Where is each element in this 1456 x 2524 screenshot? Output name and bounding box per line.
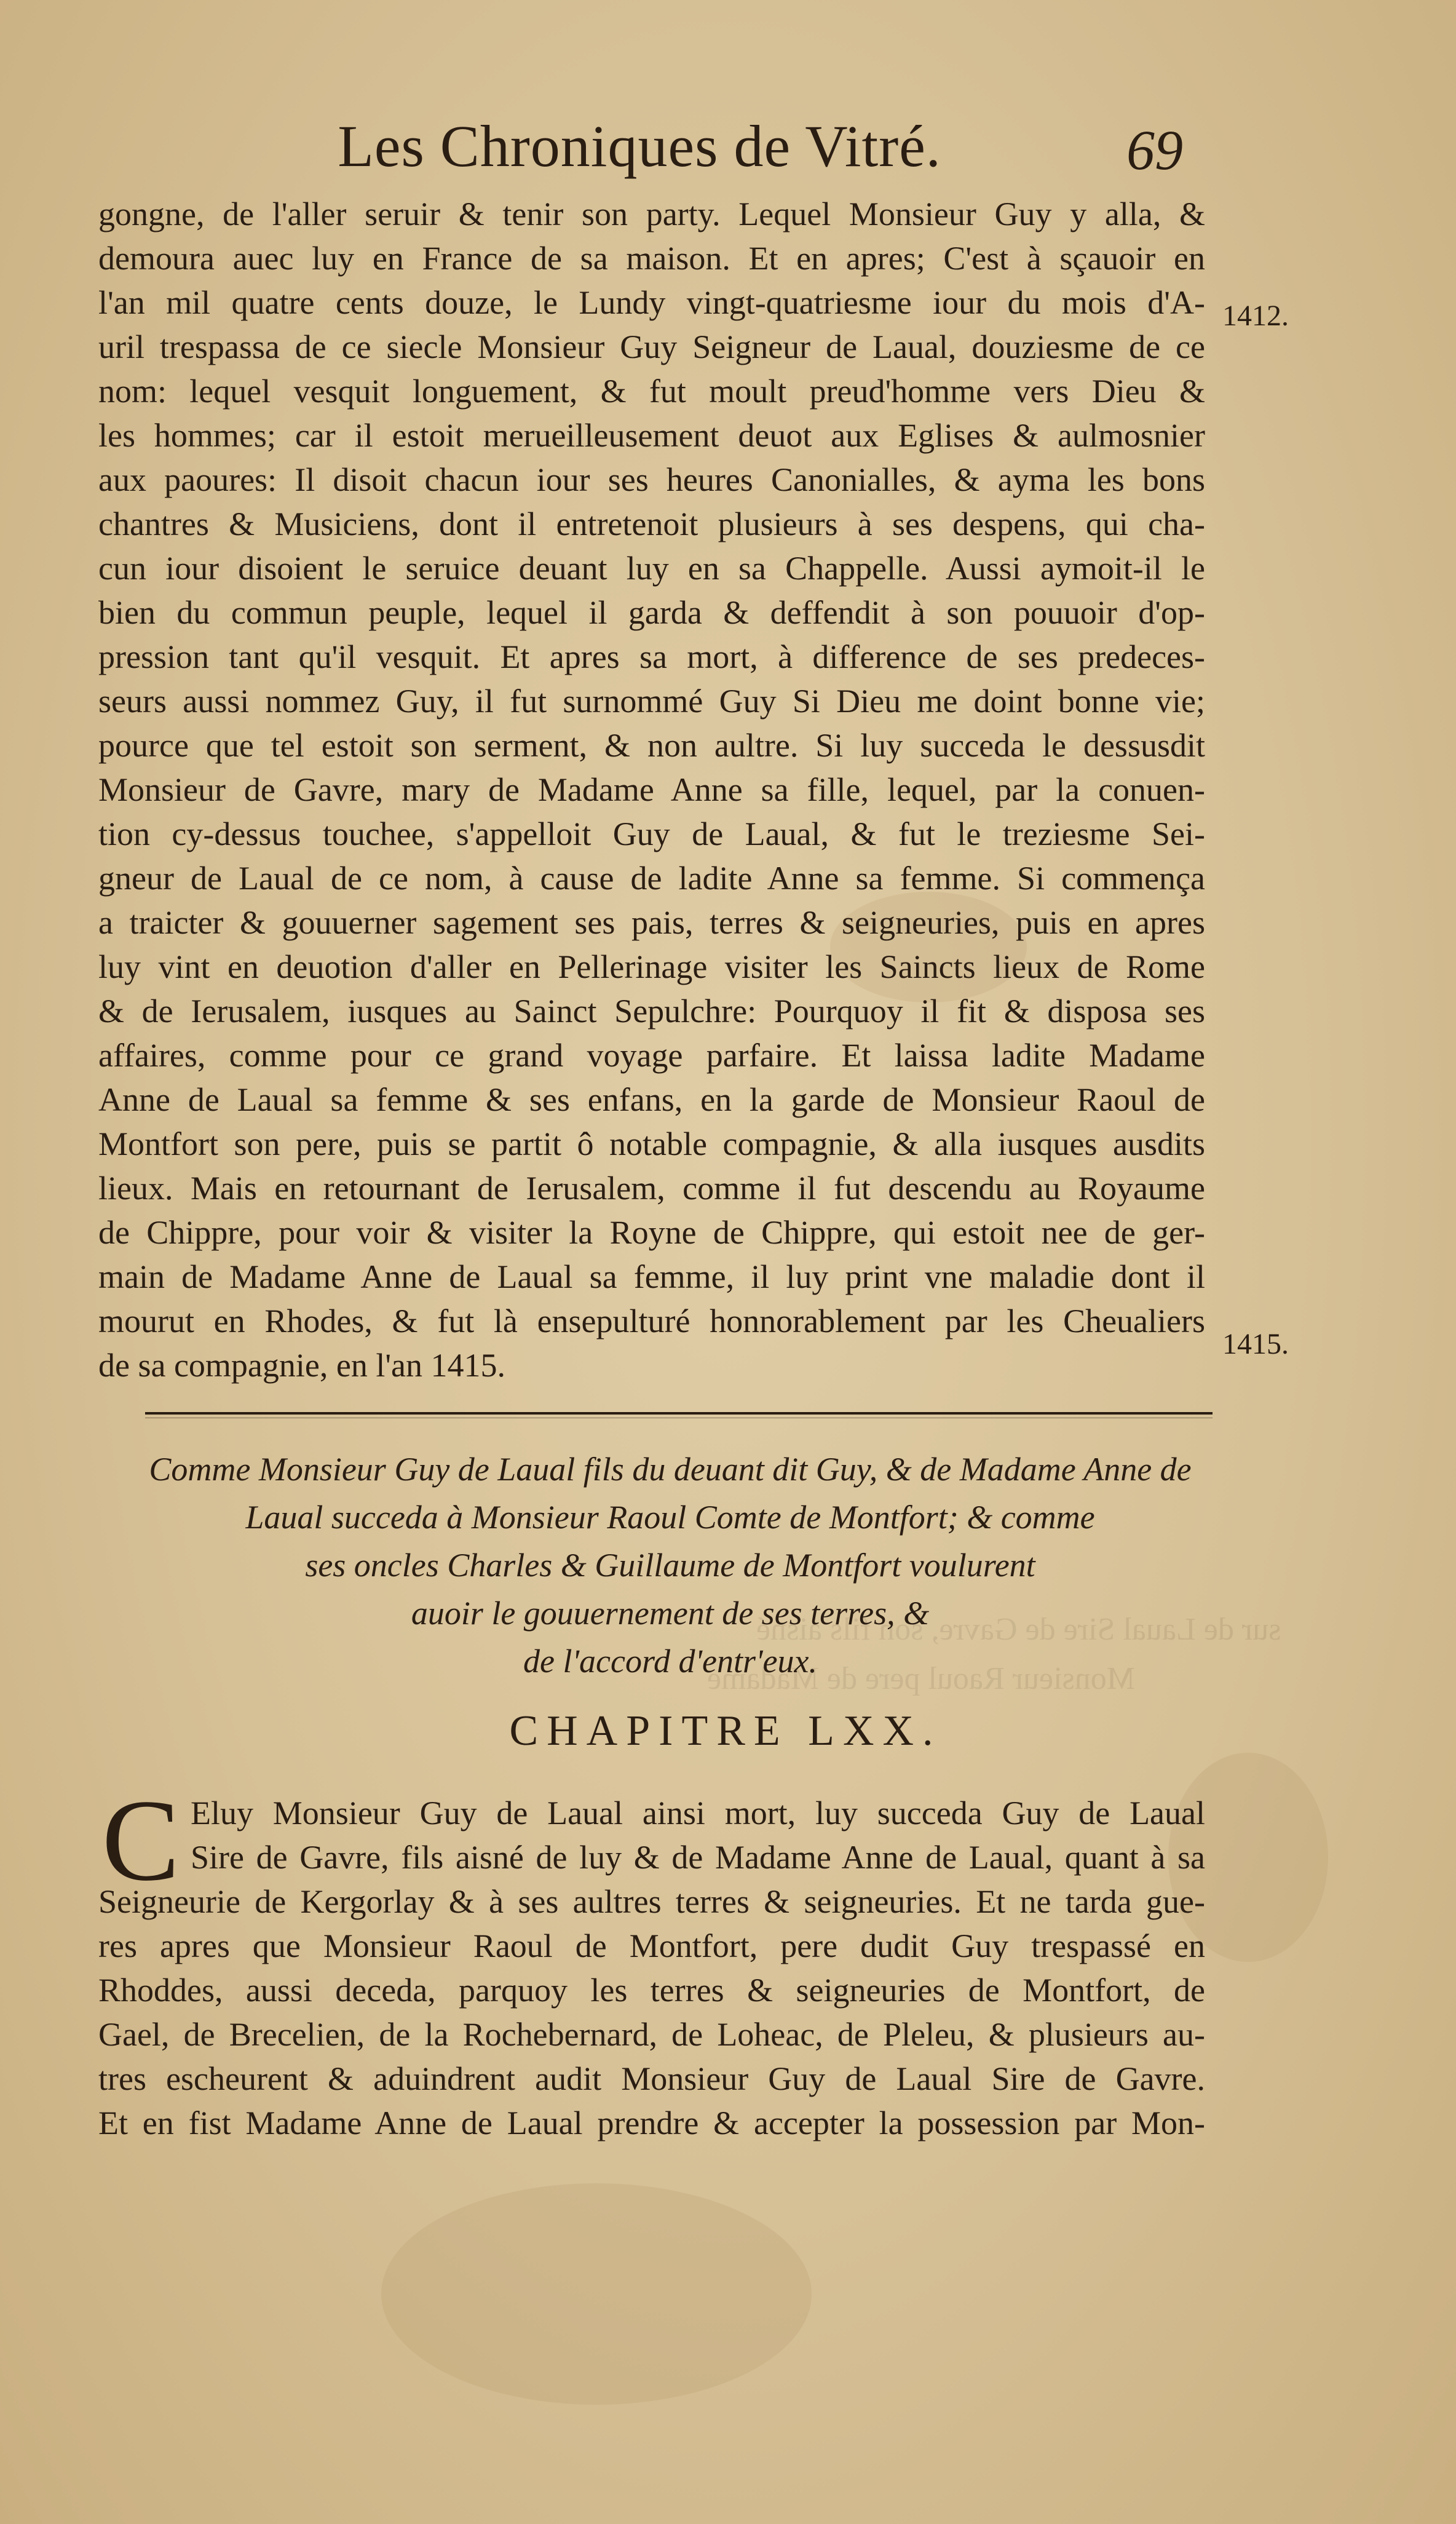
summary-line: Laual succeda à Monsieur Raoul Comte de Montfort; & comme: [245, 1499, 1095, 1536]
text-line: aux paoures: Il disoit chacun iour ses heures Canonialles, & ayma les bons: [98, 461, 1205, 498]
margin-year-note: 1412.: [1222, 300, 1289, 332]
text-line: de sa compagnie, en l'an 1415.: [98, 1347, 506, 1384]
text-line: uril trespassa de ce siecle Monsieur Guy Seigneur de Laual, douziesme de ce: [98, 328, 1205, 365]
text-line: & de Ierusalem, iusques au Sainct Sepulchre: Pourquoy il fit & disposa ses: [98, 993, 1205, 1030]
text-line: main de Madame Anne de Laual sa femme, il luy print vne maladie dont il: [98, 1258, 1205, 1295]
text-line: mourut en Rhodes, & fut là ensepulturé honnorablement par les Cheualiers: [98, 1303, 1205, 1339]
text-line: seurs aussi nommez Guy, il fut surnommé Guy Si Dieu me doint bonne vie;: [98, 683, 1205, 720]
chapter-heading: CHAPITRE LXX.: [509, 1707, 942, 1755]
text-line: affaires, comme pour ce grand voyage parfaire. Et laissa ladite Madame: [98, 1037, 1205, 1074]
running-title: Les Chroniques de Vitré.: [338, 113, 941, 179]
text-line: bien du commun peuple, lequel il garda & deffendit à son pouuoir d'op-: [98, 594, 1205, 631]
page-number: 69: [1126, 119, 1183, 181]
text-line: pression tant qu'il vesquit. Et apres sa mort, à difference de ses predeces-: [98, 638, 1205, 675]
text-line: chantres & Musiciens, dont il entretenoit plusieurs à ses despens, qui cha-: [98, 506, 1205, 542]
body-text-upper: [98, 192, 1205, 1387]
text-line: pource que tel estoit son serment, & non aultre. Si luy succeda le dessusdit: [98, 727, 1205, 764]
summary-line: auoir le gouuernement de ses terres, &: [411, 1595, 930, 1632]
text-line: Seigneurie de Kergorlay & à ses aultres terres & seigneuries. Et ne tarda gue-: [98, 1883, 1205, 1920]
text-line: l'an mil quatre cents douze, le Lundy vingt-quatriesme iour du mois d'A-: [98, 284, 1205, 321]
text-line: luy vint en deuotion d'aller en Pellerinage visiter les Saincts lieux de Rome: [98, 948, 1205, 985]
text-line: demoura auec luy en France de sa maison. Et en apres; C'est à sçauoir en: [98, 240, 1205, 277]
text-line: tion cy-dessus touchee, s'appelloit Guy de Laual, & fut le treziesme Sei-: [98, 816, 1205, 852]
text-line: a traicter & gouuerner sagement ses pais, terres & seigneuries, puis en apres: [98, 904, 1205, 941]
summary-line: ses oncles Charles & Guillaume de Montfort voulurent: [305, 1547, 1035, 1584]
drop-capital: C: [101, 1776, 180, 1905]
text-line: cun iour disoient le seruice deuant luy en sa Chappelle. Aussi aymoit-il le: [98, 550, 1205, 587]
text-line: Rhoddes, aussi deceda, parquoy les terres & seigneuries de Montfort, de: [98, 1972, 1205, 2009]
text-line: Montfort son pere, puis se partit ô notable compagnie, & alla iusques ausdits: [98, 1125, 1205, 1162]
text-line: Monsieur de Gavre, mary de Madame Anne sa fille, lequel, par la conuen-: [98, 771, 1205, 808]
body-text-lower: [98, 1776, 1205, 2145]
section-divider: [145, 1412, 1213, 1415]
text-line: tres escheurent & aduindrent audit Monsieur Guy de Laual Sire de Gavre.: [98, 2060, 1205, 2097]
text-line: Anne de Laual sa femme & ses enfans, en la garde de Monsieur Raoul de: [98, 1081, 1205, 1118]
text-line: Eluy Monsieur Guy de Laual ainsi mort, luy succeda Guy de Laual: [191, 1795, 1205, 1831]
summary-line: Comme Monsieur Guy de Laual fils du deuant dit Guy, & de Madame Anne de: [149, 1451, 1192, 1488]
text-line: de Chippre, pour voir & visiter la Royne de Chippre, qui estoit nee de ger-: [98, 1214, 1205, 1251]
text-line: gneur de Laual de ce nom, à cause de ladite Anne sa femme. Si commença: [98, 860, 1205, 897]
text-line: res apres que Monsieur Raoul de Montfort, pere dudit Guy trespassé en: [98, 1927, 1205, 1964]
text-line: nom: lequel vesquit longuement, & fut moult preud'homme vers Dieu &: [98, 373, 1205, 410]
chapter-summary: [105, 1445, 1236, 1685]
summary-line: de l'accord d'entr'eux.: [523, 1643, 817, 1680]
text-line: Gael, de Brecelien, de la Rochebernard, de Loheac, de Pleleu, & plusieurs au-: [98, 2016, 1205, 2053]
text-line: Et en fist Madame Anne de Laual prendre & accepter la possession par Mon-: [98, 2105, 1205, 2141]
text-line: lieux. Mais en retournant de Ierusalem, comme il fut descendu au Royaume: [98, 1170, 1205, 1207]
text-line: Sire de Gavre, fils aisné de luy & de Madame Anne de Laual, quant à sa: [191, 1839, 1205, 1876]
book-page: sur de Laual Sire de Gavre, son fils aisné Monsieur Raoul pere de Madame Les Chroniques de Vitré. 69 gongne, de l'aller seruir & tenir son party. Lequel Monsieur Guy y alla, & demoura auec luy en France de sa maison. Et en apres; C'est à sçauoir en l'an mil quatre cents douze, le Lundy vingt-quatriesme iour du mois d'A- uril trespassa de ce siecle Monsieur Guy Seigneur de Laual, douziesme de ce nom: lequel vesquit longuement, & fut moult preud'homme vers Dieu & les hommes; car il estoit merueilleusement deuot aux Eglises & aulmosnier aux paoures: Il disoit chacun iour ses heures Canonialles, & ayma les bons chantres & Musiciens, dont il entretenoit plusieurs à ses despens, qui cha- cun iour disoient le seruice deuant luy en sa Chappelle. Aussi aymoit-il le bien du commun peuple, lequel il garda & deffendit à son pouuoir d'op- pression tant qu'il vesquit. Et apres sa mort, à difference de ses predeces- seurs aussi nommez Guy, il fut surnommé Guy Si Dieu me doint bonne vie; pource que tel estoit son serment, & non aultre. Si luy succeda le dessusdit Monsieur de Gavre, mary de Madame Anne sa fille, lequel, par la conuen- tion cy-dessus touchee, s'appelloit Guy de Laual, & fut le treziesme Sei- gneur de Laual de ce nom, à cause de ladite Anne sa femme. Si commença a traicter & gouuerner sagement ses pais, terres & seigneuries, puis en apres luy vint en deuotion d'aller en Pellerinage visiter les Saincts lieux de Rome & de Ierusalem, iusques au Sainct Sepulchre: Pourquoy il fit & disposa ses affaires, comme pour ce grand voyage parfaire. Et laissa ladite Madame Anne de Laual sa femme & ses enfans, en la garde de Monsieur Raoul de Montfort son pere, puis se partit ô notable compagnie, & alla iusques ausdits lieux. Mais en retournant de Ierusalem, comme il fut descendu au Royaume de Chippre, pour voir & visiter la Royne de Chippre, qui estoit nee de ger- main de Madame Anne de Laual sa femme, il luy print vne maladie dont il mourut en Rhodes, & fut là ensepulturé honnorablement par les Cheualiers de sa compagnie, en l'an 1415. 1412. 1415. Comme Monsieur Guy de Laual fils du deuant dit Guy, & de Madame Anne de Laual succeda à Monsieur Raoul Comte de Montfort; & comme ses oncles Charles & Guillaume de Montfort voulurent auoir le gouuernement de ses terres, & de l'accord d'entr'eux. CHAPITRE LXX. C Eluy Monsieur Guy de Laual ainsi mort, luy succeda Guy de Laual Sire de Gavre, fils aisné de luy & de Madame Anne de Laual, quant à sa Seigneurie de Kergorlay & à ses aultres terres & seigneuries. Et ne tarda gue- res apres que Monsieur Raoul de Montfort, pere dudit Guy trespassé en Rhoddes, aussi deceda, parquoy les terres & seigneuries de Montfort, de Gael, de Brecelien, de la Rochebernard, de Loheac, de Pleleu, & plusieurs au- tres escheurent & aduindrent audit Monsieur Guy de Laual Sire de Gavre. Et en fist Madame Anne de Laual prendre & accepter la possession par Mon-: [0, 0, 1456, 2524]
text-line: les hommes; car il estoit merueilleusement deuot aux Eglises & aulmosnier: [98, 417, 1205, 454]
margin-year-note: 1415.: [1222, 1328, 1289, 1360]
text-line: gongne, de l'aller seruir & tenir son party. Lequel Monsieur Guy y alla, &: [98, 196, 1205, 232]
